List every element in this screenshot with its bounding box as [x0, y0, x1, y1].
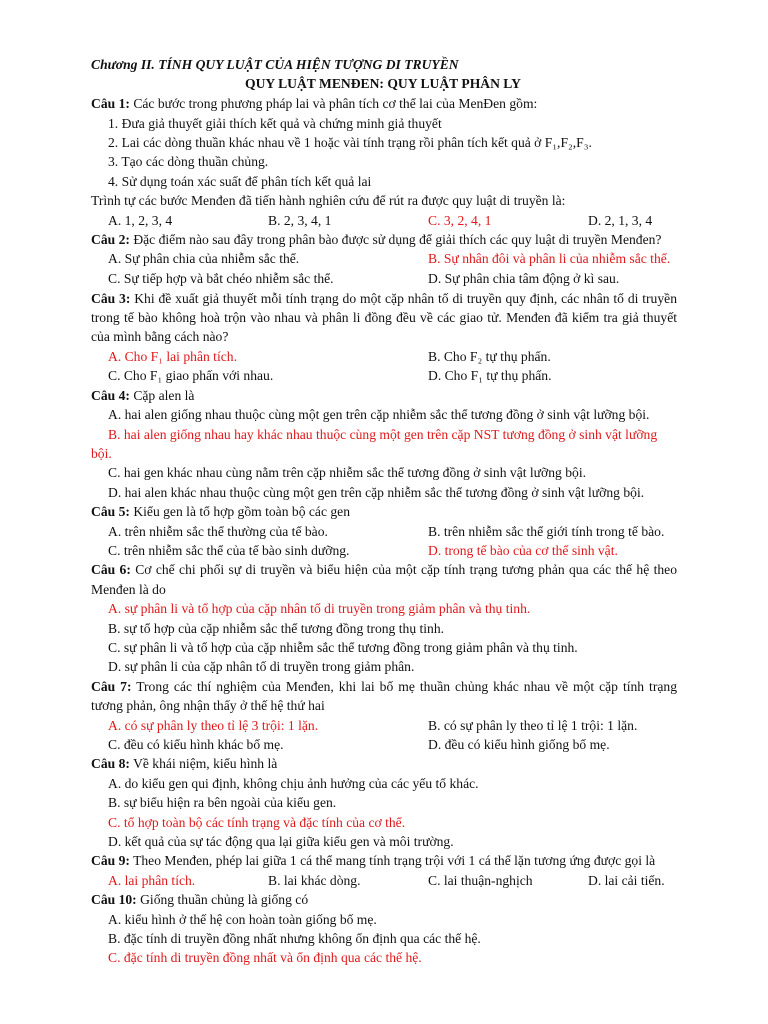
question-5-option-c: C. trên nhiễm sắc thể của tế bào sinh dưỡng. — [108, 543, 350, 558]
question-3-option-a: A. Cho F₁ lai phân tích. — [108, 349, 237, 364]
question-4-stem: Câu 4: Cặp alen là — [91, 388, 195, 403]
question-7-option-c: C. đều có kiểu hình khác bố mẹ. — [108, 737, 284, 752]
question-3-stem-line-3: của mình bằng cách nào? — [91, 329, 229, 344]
question-8-stem: Câu 8: Về khái niệm, kiểu hình là — [91, 756, 278, 771]
question-9-option-a: A. lai phân tích. — [108, 873, 196, 888]
question-9-stem: Câu 9: Theo Menđen, phép lai giữa 1 cá thể mang tính trạng trội với 1 cá thể lặn tương ứng được gọi là — [91, 853, 656, 868]
question-10-option-b: B. đặc tính di truyền đồng nhất nhưng không ổn định qua các thế hệ. — [108, 931, 481, 946]
question-4-option-c: C. hai gen khác nhau cùng nằm trên cặp nhiễm sắc thể tương đồng ở sinh vật lưỡng bội. — [108, 465, 586, 480]
question-5-option-b: B. trên nhiễm sắc thể giới tính trong tế bào. — [428, 524, 665, 539]
question-1-step-4: 4. Sử dụng toán xác suất để phân tích kết quả lai — [108, 174, 372, 189]
question-3-option-b: B. Cho F₂ tự thụ phấn. — [428, 349, 551, 364]
question-1-option-c: C. 3, 2, 4, 1 — [428, 213, 492, 228]
question-3-option-c: C. Cho F₁ giao phấn với nhau. — [108, 368, 274, 383]
question-1-step-1: 1. Đưa giả thuyết giải thích kết quả và chứng minh giả thuyết — [108, 116, 442, 131]
question-3-option-d: D. Cho F₁ tự thụ phấn. — [428, 368, 552, 383]
question-2-option-d: D. Sự phân chia tâm động ở kì sau. — [428, 271, 620, 286]
question-1-follow-up: Trình tự các bước Menđen đã tiến hành nghiên cứu để rút ra được quy luật di truyền là: — [91, 193, 566, 208]
question-9-option-c: C. lai thuận-nghịch — [428, 873, 533, 888]
question-6-option-a: A. sự phân li và tổ hợp của cặp nhân tố di truyền trong giảm phân và thụ tinh. — [108, 601, 531, 616]
question-9-option-d: D. lai cải tiến. — [588, 873, 665, 888]
question-2-option-c: C. Sự tiếp hợp và bắt chéo nhiễm sắc thể. — [108, 271, 334, 286]
question-5-stem: Câu 5: Kiểu gen là tổ hợp gồm toàn bộ các gen — [91, 504, 351, 519]
question-7-stem-line-2: tương phản, ông nhận thấy ở thế hệ thứ hai — [91, 698, 325, 713]
question-6-option-c: C. sự phân li và tổ hợp của cặp nhiễm sắc thể tương đồng trong giảm phân và thụ tinh. — [108, 640, 578, 655]
question-3-stem-line-1: Câu 3: Khi đề xuất giả thuyết mỗi tính trạng do một cặp nhân tố di truyền quy định, các nhân tố di truyền — [91, 291, 677, 306]
question-1-stem: Câu 1: Các bước trong phương pháp lai và phân tích cơ thể lai của MenĐen gồm: — [91, 96, 538, 111]
question-1-step-2: 2. Lai các dòng thuần khác nhau về 1 hoặc vài tính trạng rồi phân tích kết quả ở F₁,F₂,F₃. — [108, 135, 592, 150]
question-10-option-a: A. kiểu hình ở thế hệ con hoàn toàn giống bố mẹ. — [108, 912, 377, 927]
question-8-option-b: B. sự biểu hiện ra bên ngoài của kiểu gen. — [108, 795, 337, 810]
question-10-option-c: C. đặc tính di truyền đồng nhất và ổn định qua các thế hệ. — [108, 950, 422, 965]
question-8-option-a: A. do kiểu gen qui định, không chịu ảnh hưởng của các yếu tố khác. — [108, 776, 479, 791]
question-1-option-a: A. 1, 2, 3, 4 — [108, 213, 173, 228]
question-2-option-b: B. Sự nhân đôi và phân li của nhiễm sắc thể. — [428, 251, 671, 266]
question-2-option-a: A. Sự phân chia của nhiễm sắc thể. — [108, 251, 300, 266]
question-6-stem-line-1: Câu 6: Cơ chế chi phối sự di truyền và biểu hiện của một cặp tính trạng tương phản qua các thế hệ theo — [91, 562, 677, 577]
question-7-option-d: D. đều có kiểu hình giống bố mẹ. — [428, 737, 610, 752]
question-8-option-c: C. tổ hợp toàn bộ các tính trạng và đặc tính của cơ thể. — [108, 815, 406, 830]
question-4-option-b: B. hai alen giống nhau hay khác nhau thuộc cùng một gen trên cặp NST tương đồng ở sinh vật lưỡng — [108, 427, 658, 442]
question-4-option-d: D. hai alen khác nhau thuộc cùng một gen trên cặp nhiễm sắc thể tương đồng ở sinh vật lưỡng bội. — [108, 485, 645, 500]
question-7-option-a: A. có sự phân ly theo tỉ lệ 3 trội: 1 lặn. — [108, 718, 319, 733]
question-1-option-d: D. 2, 1, 3, 4 — [588, 213, 653, 228]
chapter-title: Chương II. TÍNH QUY LUẬT CỦA HIỆN TƯỢNG DI TRUYỀN — [91, 57, 459, 72]
section-title: QUY LUẬT MENĐEN: QUY LUẬT PHÂN LY — [245, 76, 521, 91]
question-8-option-d: D. kết quả của sự tác động qua lại giữa kiểu gen và môi trường. — [108, 834, 454, 849]
question-1-step-3: 3. Tạo các dòng thuần chủng. — [108, 154, 269, 169]
question-7-option-b: B. có sự phân ly theo tỉ lệ 1 trội: 1 lặn. — [428, 718, 638, 733]
question-4-option-a: A. hai alen giống nhau thuộc cùng một gen trên cặp nhiễm sắc thể tương đồng ở sinh vật lưỡng bội. — [108, 407, 650, 422]
question-2-stem: Câu 2: Đặc điểm nào sau đây trong phân bào được sử dụng để giải thích các quy luật di truyền Menđen? — [91, 232, 662, 247]
question-5-option-a: A. trên nhiễm sắc thể thường của tế bào. — [108, 524, 328, 539]
question-6-option-b: B. sự tổ hợp của cặp nhiễm sắc thể tương đồng trong thụ tinh. — [108, 621, 445, 636]
question-1-option-b: B. 2, 3, 4, 1 — [268, 213, 332, 228]
question-6-option-d: D. sự phân li của cặp nhân tố di truyền trong giảm phân. — [108, 659, 415, 674]
question-6-stem-line-2: Menđen là do — [91, 582, 166, 597]
question-4-option-b-continued: bội. — [91, 446, 112, 461]
question-9-option-b: B. lai khác dòng. — [268, 873, 361, 888]
question-10-stem: Câu 10: Giống thuần chủng là giống có — [91, 892, 309, 907]
question-3-stem-line-2: trong tế bào không hoà trộn vào nhau và phân li đồng đều về các giao tử. Menđen đã kiểm tra giả thuyết — [91, 310, 677, 325]
question-7-stem-line-1: Câu 7: Trong các thí nghiệm của Menđen, khi lai bố mẹ thuần chủng khác nhau về một cặp tính trạng — [91, 679, 677, 694]
question-5-option-d: D. trong tế bào của cơ thể sinh vật. — [428, 543, 618, 558]
